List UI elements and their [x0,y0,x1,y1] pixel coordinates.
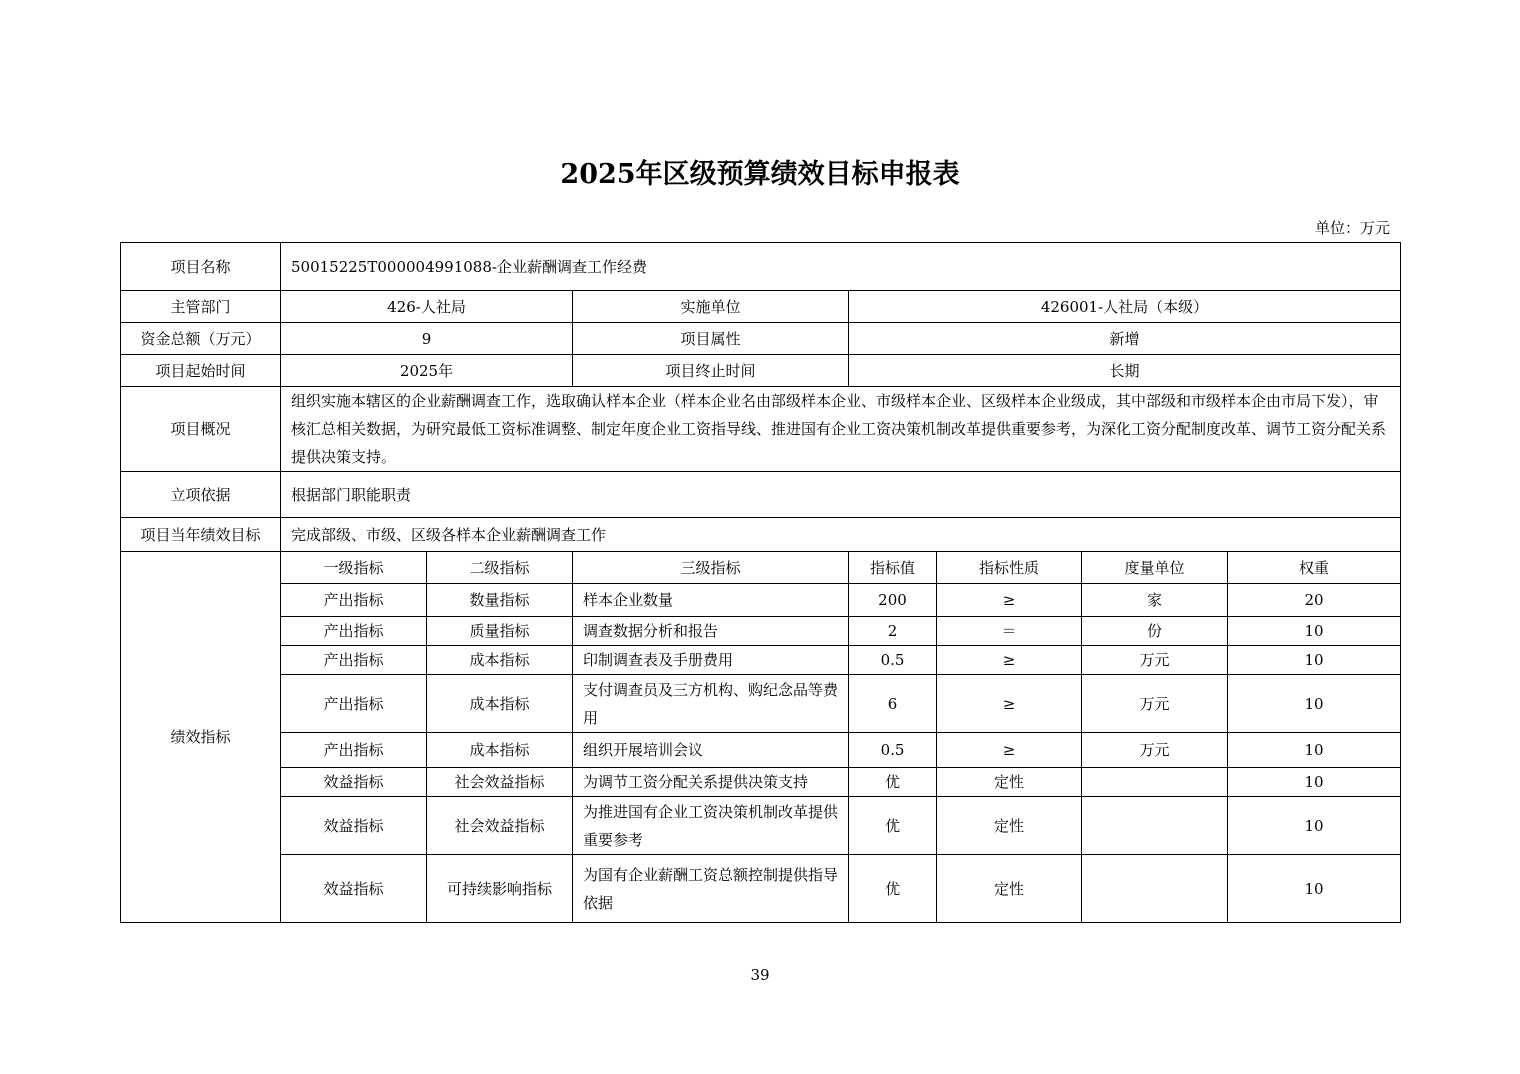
table-row [121,855,1401,923]
cell-nature: ≥ [937,675,1082,733]
dept-value: 426-人社局 [281,291,573,323]
header-unit: 度量单位 [1082,552,1228,584]
cell-l2: 成本指标 [427,675,573,733]
cell-l2: 数量指标 [427,584,573,617]
cell-unit [1082,768,1228,797]
header-weight: 权重 [1228,552,1401,584]
table-row [121,768,1401,797]
cell-value: 优 [849,797,937,855]
cell-l1: 产出指标 [281,733,427,768]
indicator-header-row [121,552,1401,584]
project-name-value: 50015225T000004991088-企业薪酬调查工作经费 [281,243,1401,291]
cell-value: 0.5 [849,733,937,768]
row-fund [121,323,1401,355]
cell-value: 200 [849,584,937,617]
row-basis [121,472,1401,518]
cell-l1: 产出指标 [281,617,427,646]
row-overview [121,387,1401,472]
header-value: 指标值 [849,552,937,584]
end-label: 项目终止时间 [573,355,849,387]
start-value: 2025年 [281,355,573,387]
project-name-label: 项目名称 [121,243,281,291]
cell-l1: 产出指标 [281,584,427,617]
table-row [121,617,1401,646]
cell-l3: 样本企业数量 [573,584,849,617]
cell-l2: 成本指标 [427,646,573,675]
unit-label: 单位：万元 [1314,219,1390,237]
fund-label: 资金总额（万元） [121,323,281,355]
cell-unit: 家 [1082,584,1228,617]
cell-unit: 份 [1082,617,1228,646]
impl-label: 实施单位 [573,291,849,323]
goal-value: 完成部级、市级、区级各样本企业薪酬调查工作 [281,518,1401,552]
fund-value: 9 [281,323,573,355]
table-row [121,584,1401,617]
cell-value: 2 [849,617,937,646]
header-l3: 三级指标 [573,552,849,584]
cell-l2: 质量指标 [427,617,573,646]
cell-l3: 为国有企业薪酬工资总额控制提供指导依据 [573,855,849,923]
cell-value: 优 [849,855,937,923]
overview-label: 项目概况 [121,387,281,472]
cell-nature: ≥ [937,584,1082,617]
header-nature: 指标性质 [937,552,1082,584]
cell-value: 6 [849,675,937,733]
cell-weight: 10 [1228,646,1401,675]
cell-l1: 效益指标 [281,797,427,855]
dept-label: 主管部门 [121,291,281,323]
row-dept [121,291,1401,323]
cell-l1: 产出指标 [281,675,427,733]
cell-l1: 效益指标 [281,768,427,797]
cell-nature: 定性 [937,855,1082,923]
page-number: 39 [750,966,770,984]
cell-weight: 10 [1228,675,1401,733]
cell-value: 优 [849,768,937,797]
cell-l2: 社会效益指标 [427,768,573,797]
cell-nature: ≥ [937,733,1082,768]
impl-value: 426001-人社局（本级） [849,291,1401,323]
cell-l3: 印制调查表及手册费用 [573,646,849,675]
cell-l3: 为调节工资分配关系提供决策支持 [573,768,849,797]
cell-weight: 10 [1228,797,1401,855]
cell-l3: 为推进国有企业工资决策机制改革提供重要参考 [573,797,849,855]
cell-weight: 10 [1228,768,1401,797]
overview-value: 组织实施本辖区的企业薪酬调查工作，选取确认样本企业（样本企业名由部级样本企业、市级样本企业、区级样本企业级成，其中部级和市级样本企由市局下发），审核汇总相关数据，为研究最低工资标准调整、制定年度企业工资指导线、推进国有企业工资决策机制改革提供重要参考，为深化工资分配制度改革、调节工资分配关系提供决策支持。 [281,387,1401,472]
table-row [121,646,1401,675]
attr-value: 新增 [849,323,1401,355]
page-title: 2025年区级预算绩效目标申报表 [560,159,960,190]
cell-unit [1082,855,1228,923]
cell-weight: 10 [1228,733,1401,768]
indicators-section-label: 绩效指标 [121,552,281,923]
row-goal [121,518,1401,552]
basis-label: 立项依据 [121,472,281,518]
cell-l3: 支付调查员及三方机构、购纪念品等费用 [573,675,849,733]
cell-nature: ＝ [937,617,1082,646]
row-time [121,355,1401,387]
cell-weight: 10 [1228,617,1401,646]
cell-unit: 万元 [1082,646,1228,675]
end-value: 长期 [849,355,1401,387]
cell-l1: 产出指标 [281,646,427,675]
attr-label: 项目属性 [573,323,849,355]
cell-unit [1082,797,1228,855]
header-l1: 一级指标 [281,552,427,584]
cell-l3: 组织开展培训会议 [573,733,849,768]
cell-unit: 万元 [1082,733,1228,768]
table-row [121,675,1401,733]
cell-l2: 可持续影响指标 [427,855,573,923]
cell-nature: ≥ [937,646,1082,675]
table-row [121,797,1401,855]
table-row [121,733,1401,768]
cell-l1: 效益指标 [281,855,427,923]
cell-unit: 万元 [1082,675,1228,733]
cell-weight: 20 [1228,584,1401,617]
cell-value: 0.5 [849,646,937,675]
cell-l2: 成本指标 [427,733,573,768]
cell-l3: 调查数据分析和报告 [573,617,849,646]
row-project-name [121,243,1401,291]
header-l2: 二级指标 [427,552,573,584]
basis-value: 根据部门职能职责 [281,472,1401,518]
start-label: 项目起始时间 [121,355,281,387]
cell-nature: 定性 [937,768,1082,797]
cell-weight: 10 [1228,855,1401,923]
goal-label: 项目当年绩效目标 [121,518,281,552]
budget-form-table [120,242,1401,923]
cell-nature: 定性 [937,797,1082,855]
cell-l2: 社会效益指标 [427,797,573,855]
